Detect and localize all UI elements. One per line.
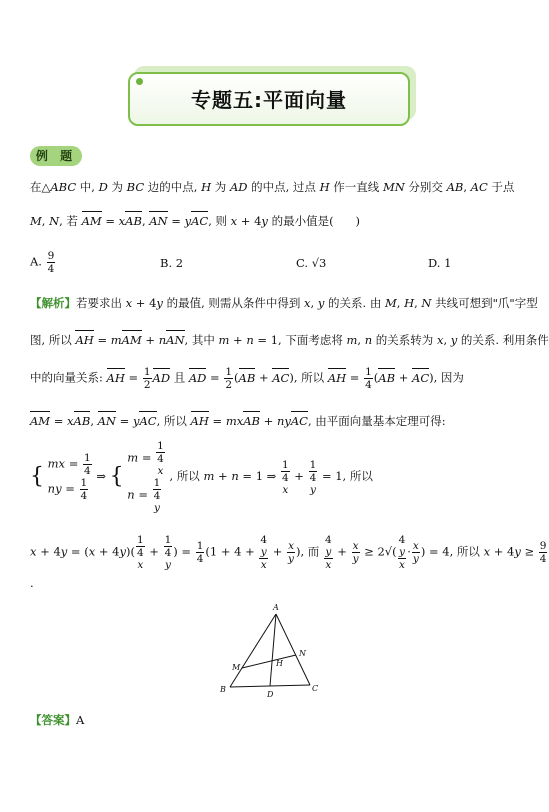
label-d: D — [267, 690, 274, 699]
label-b: B — [220, 685, 226, 694]
triangle-figure — [210, 600, 340, 705]
label-n: N — [299, 649, 306, 658]
option-c[interactable]: C. √3 — [296, 256, 327, 270]
page-title: 专题五:平面向量 — [191, 88, 347, 112]
period-mark: . — [30, 576, 34, 590]
section-badge: 例 题 — [30, 146, 82, 166]
label-h: H — [276, 659, 283, 668]
label-a: A — [273, 603, 279, 612]
median-ad — [270, 614, 276, 686]
analysis-line-3: 中的向量关系: AH = $\frac{1}{2}$ AD 且 AD = $\frac{1}{2}$ (AB + AC), 所以 AH = $\frac{1}{4}$ (AB + AC), 因为 — [30, 366, 464, 391]
analysis-line-6: x + 4y = (x + 4y)( 1 4 x + 1 4 y ) = $\frac{1}{4}$ (1 + 4 + 4 y x + $\frac{x}{y}$ ), 而 4 y x + $\frac{x}{y}$ ≥ 2√( 4 y x · $\frac{x}{y}$ ) = 4, 所以 x + 4y ≥ $\frac{9}{4}$ — [30, 534, 547, 571]
analysis-line-4: AM = xAB, AN = yAC, 所以 AH = mxAB + nyAC, 由平面向量基本定理可得: — [30, 414, 446, 428]
analysis-line-1: 【解析】若要求出 x + 4y 的最值, 则需从条件中得到 x, y 的关系. 由 M, H, N 共线可想到"爪"字型 — [30, 296, 538, 310]
question-line-2: M, N, 若 AM = xAB, AN = yAC, 则 x + 4y 的最小值是( ) — [30, 214, 360, 228]
analysis-tag: 【解析】 — [30, 296, 76, 310]
option-d[interactable]: D. 1 — [428, 256, 452, 270]
option-a[interactable]: A. $\frac{9}{4}$ — [30, 250, 55, 275]
label-c: C — [312, 684, 319, 693]
side-ab — [230, 614, 276, 687]
line-mn — [242, 655, 296, 668]
question-line-1: 在△ABC 中, D 为 BC 边的中点, H 为 AD 的中点, 过点 H 作一直线 MN 分别交 AB, AC 于点 — [30, 180, 515, 194]
analysis-line-5: { mx = $\frac{1}{4}$ ny = $\frac{1}{4}$ ⇒ { m = 1 4 x n = 1 4 y , 所以 m + n = 1 ⇒ 1 4 x + 1 4 y = 1, 所以 — [30, 440, 373, 514]
answer-line — [30, 713, 84, 728]
option-b[interactable]: B. 2 — [160, 256, 184, 270]
analysis-line-2: 图, 所以 AH = mAM + nAN, 其中 m + n = 1, 下面考虑将 m, n 的关系转为 x, y 的关系. 利用条件 — [30, 333, 549, 347]
answer-tag: 【答案】 — [30, 713, 76, 727]
label-m: M — [232, 663, 241, 672]
answer-value: A — [76, 713, 85, 727]
